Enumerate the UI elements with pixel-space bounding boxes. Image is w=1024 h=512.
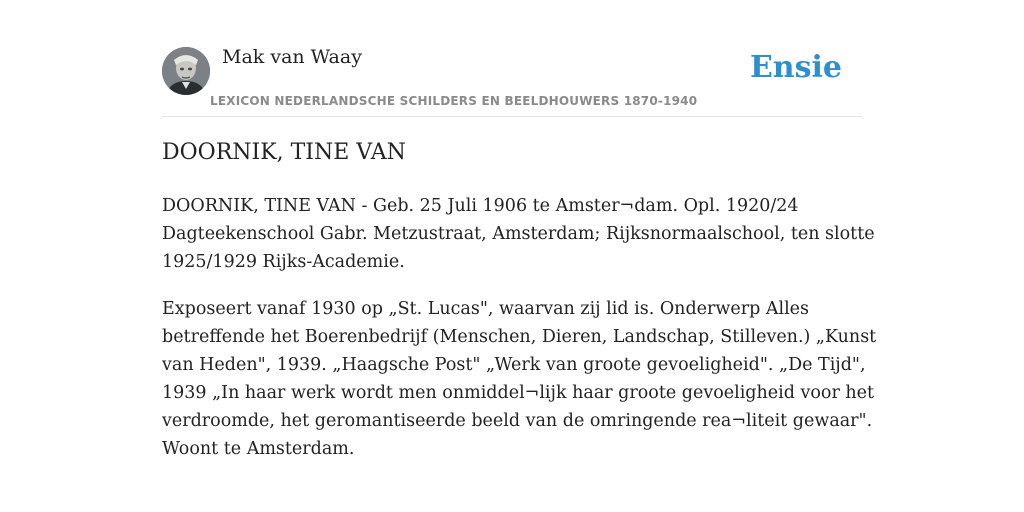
- source-subtitle[interactable]: LEXICON NEDERLANDSCHE SCHILDERS EN BEELDHOUWERS 1870-1940: [210, 94, 698, 108]
- text-line: betreffende het Boerenbedrijf (Menschen, Dieren, Landschap, Stilleven.) „Kunst: [162, 327, 877, 347]
- paragraph: [162, 295, 877, 463]
- author-name[interactable]: Mak van Waay: [222, 46, 362, 68]
- text-line: Woont te Amsterdam.: [162, 439, 355, 459]
- portrait-image: [162, 47, 210, 95]
- text-line: 1925/1929 Rijks-Academie.: [162, 252, 405, 272]
- author-avatar[interactable]: [162, 47, 210, 95]
- text-line: verdroomde, het geromantiseerde beeld van de omringende rea¬liteit gewaar".: [162, 411, 873, 431]
- paragraph: [162, 192, 875, 276]
- brand-logo[interactable]: Ensie: [749, 50, 842, 85]
- text-line: van Heden", 1939. „Haagsche Post" „Werk van groote gevoeligheid". „De Tijd",: [162, 355, 866, 375]
- text-line: DOORNIK, TINE VAN - Geb. 25 Juli 1906 te Amster¬dam. Opl. 1920/24: [162, 196, 799, 216]
- text-line: Exposeert vanaf 1930 op „St. Lucas", waarvan zij lid is. Onderwerp Alles: [162, 299, 810, 319]
- text-line: Dagteekenschool Gabr. Metzustraat, Amsterdam; Rijksnormaalschool, ten slotte: [162, 224, 875, 244]
- text-line: 1939 „In haar werk wordt men onmiddel¬lijk haar groote gevoeligheid voor het: [162, 383, 875, 403]
- page-title: DOORNIK, TINE VAN: [162, 140, 406, 165]
- article-body: [162, 192, 877, 482]
- header: [162, 44, 862, 117]
